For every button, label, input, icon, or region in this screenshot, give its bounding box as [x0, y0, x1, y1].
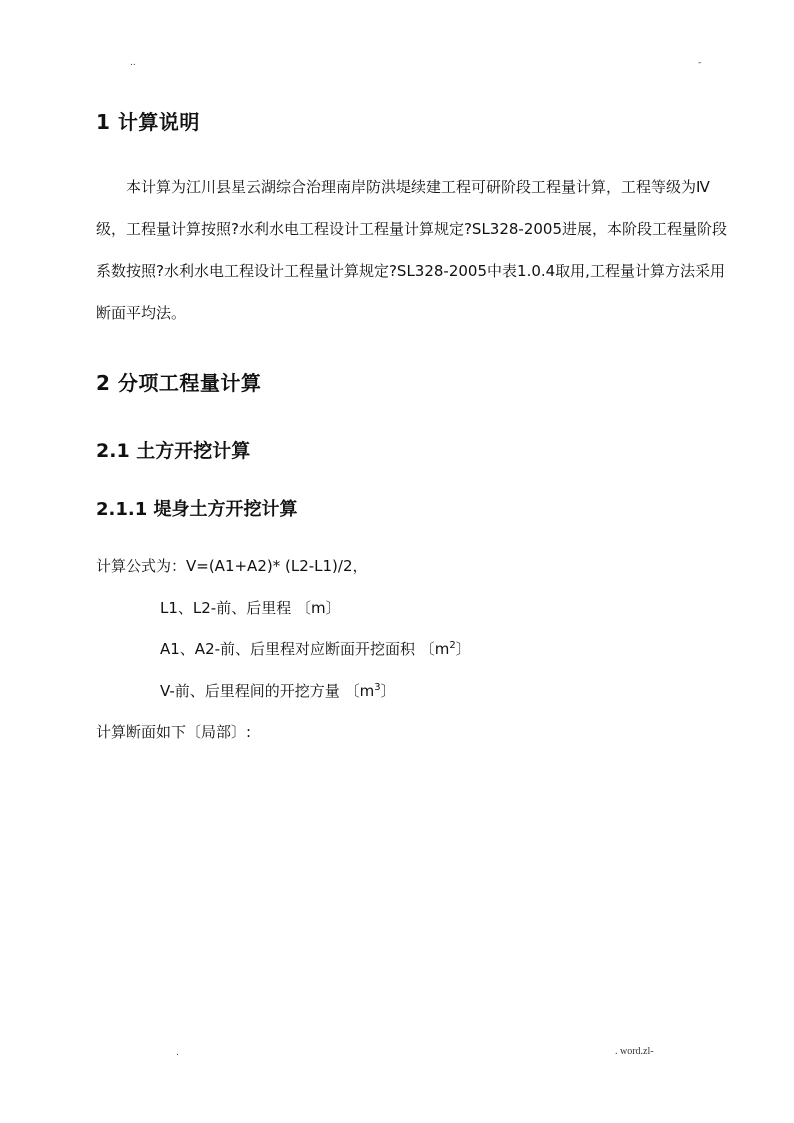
formula-line: 计算公式为：V=(A1+A2)* (L2-L1)/2，	[96, 557, 368, 575]
footer-right-mark: . word.zl-	[615, 1046, 654, 1057]
section-1-paragraph: 本计算为江川县星云湖综合治理南岸防洪堤续建工程可研阶段工程量计算，工程等级为Ⅳ级，工程量计算按照?水利水电工程设计工程量计算规定?SL328-2005进展，本阶段工程量阶段系数按照?水利水电工程设计工程量计算规定?SL328-2005中表1.0.4取用,工程量计算方法采用断面平均法。	[96, 178, 728, 322]
header-right-mark: -	[698, 58, 702, 68]
section-2-1-1-heading: 2.1.1 堤身土方开挖计算	[96, 499, 298, 520]
definition-v	[160, 680, 396, 701]
definition-v-superscript: 3	[374, 682, 381, 693]
definition-a	[160, 638, 471, 659]
section-1-heading: 1 计算说明	[96, 110, 200, 134]
definition-a-text: A1、A2-前、后里程对应断面开挖面积 〔m	[160, 640, 450, 658]
definition-v-text: V-前、后里程间的开挖方量 〔m	[160, 682, 375, 700]
definition-l: L1、L2-前、后里程 〔m〕	[160, 599, 341, 617]
definition-a-close: 〕	[455, 640, 471, 658]
section-2-1-heading: 2.1 土方开挖计算	[96, 440, 251, 462]
definition-a-superscript: 2	[449, 640, 456, 651]
header-left-mark: ..	[130, 58, 136, 68]
section-note: 计算断面如下〔局部〕:	[96, 723, 252, 741]
definition-v-close: 〕	[380, 682, 396, 700]
footer-left-mark: .	[176, 1048, 179, 1058]
section-2-heading: 2 分项工程量计算	[96, 371, 262, 395]
